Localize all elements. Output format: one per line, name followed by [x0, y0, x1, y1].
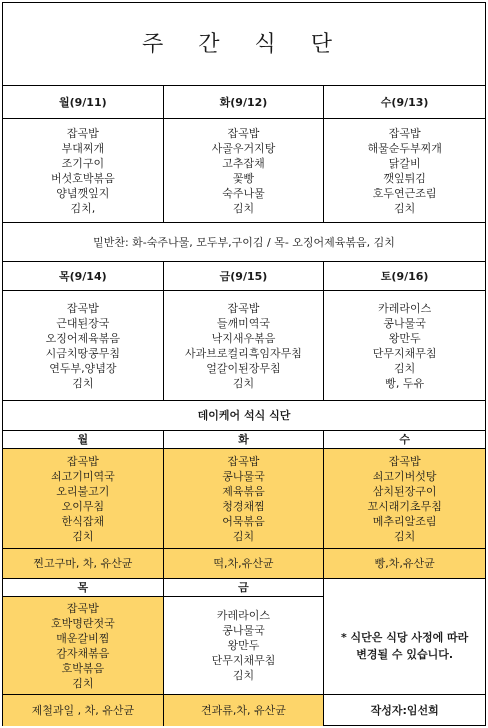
menu-item: 들깨미역국	[216, 316, 271, 330]
menu-item: 호두연근조림	[372, 186, 437, 200]
menu-item: 콩나물국	[222, 624, 265, 637]
menu-item: 호박명란젓국	[50, 616, 115, 630]
menu-item: 김치	[72, 529, 94, 543]
menu-item: 한식잡채	[61, 514, 105, 528]
menu-item: 시금치땅콩무침	[45, 346, 121, 360]
menu-item: 얼갈이된장무침	[206, 361, 281, 375]
menu-item: 조기구이	[61, 156, 105, 170]
menu-item: 감자채볶음	[56, 646, 110, 660]
menu-item: 잡곡밥	[66, 301, 99, 315]
daycare-header-fri: 금	[164, 579, 325, 597]
menu-item: 어묵볶음	[222, 514, 265, 528]
menu-item: 깻잎튀김	[383, 171, 426, 185]
menu-item: 왕만두	[388, 331, 421, 345]
daycare-header-mon: 월	[3, 431, 164, 449]
menu-item: 연두부,양념장	[49, 361, 117, 375]
menu-item: 김치,	[70, 201, 96, 215]
menu-fri	[164, 291, 325, 401]
menu-item: 꽃빵	[232, 171, 255, 185]
menu-item: 김치	[232, 669, 255, 682]
daycare-snack-mon: 찐고구마, 차, 유산균	[3, 549, 164, 579]
menu-item: 김치	[394, 201, 416, 215]
menu-item: 숙주나물	[222, 186, 265, 200]
menu-item: 카레라이스	[378, 301, 432, 315]
notice-text: * 식단은 식당 사정에 따라 변경될 수 있습니다.	[324, 597, 485, 695]
menu-thu	[3, 291, 164, 401]
daycare-header-wed: 수	[324, 431, 485, 449]
day-header-mon: 월(9/11)	[3, 86, 164, 119]
menu-item: 콩나물국	[383, 316, 426, 330]
menu-item: 잡곡밥	[227, 126, 260, 140]
day-header-thu: 목(9/14)	[3, 262, 164, 291]
menu-item: 쇠고기버섯탕	[372, 469, 437, 483]
daycare-header-thu: 목	[3, 579, 164, 597]
menu-item: 김치	[232, 529, 255, 543]
menu-item: 청경채찜	[222, 499, 265, 513]
empty-header-cell	[324, 579, 485, 597]
daycare-menu-thu	[3, 597, 164, 695]
daycare-title: 데이케어 석식 식단	[3, 401, 485, 431]
weekly-menu-sheet	[2, 2, 486, 726]
menu-item: 부대찌개	[61, 141, 105, 155]
menu-item: 꼬시래기초무침	[367, 499, 442, 513]
menu-item: 왕만두	[227, 639, 260, 652]
menu-item: 메추리알조림	[372, 514, 437, 528]
menu-item: 호박볶음	[61, 661, 105, 675]
menu-item: 김치	[232, 201, 255, 215]
menu-item: 김치	[72, 376, 94, 390]
menu-item: 잡곡밥	[227, 454, 260, 468]
daycare-snack-tue: 떡,차,유산균	[164, 549, 325, 579]
day-header-fri: 금(9/15)	[164, 262, 325, 291]
day-header-wed: 수(9/13)	[324, 86, 485, 119]
menu-item: 잡곡밥	[66, 601, 99, 615]
menu-item: 삼치된장구이	[372, 484, 437, 498]
menu-item: 잡곡밥	[388, 126, 421, 140]
menu-item: 버섯호박볶음	[50, 171, 115, 185]
menu-item: 빵, 두유	[385, 376, 425, 390]
menu-item: 콩나물국	[222, 469, 265, 483]
menu-item: 카레라이스	[216, 609, 271, 622]
daycare-menu-fri	[164, 597, 325, 695]
daycare-menu-tue	[164, 449, 325, 549]
menu-item: 사골우거지탕	[211, 141, 276, 155]
menu-item: 잡곡밥	[388, 454, 421, 468]
side-dish-note: 밑반찬: 화-숙주나물, 모두부,구이김 / 목- 오징어제육볶음, 김치	[3, 223, 485, 262]
page-title: 주 간 식 단	[3, 3, 485, 86]
menu-item: 잡곡밥	[227, 301, 260, 315]
menu-item: 고추잡채	[222, 156, 265, 170]
menu-item: 제육볶음	[222, 484, 265, 498]
menu-item: 김치	[72, 676, 94, 690]
menu-item: 잡곡밥	[66, 454, 99, 468]
menu-item: 닭갈비	[388, 156, 421, 170]
daycare-snack-fri: 견과류,차, 유산균	[164, 695, 325, 726]
menu-item: 단무지채무침	[211, 654, 276, 667]
menu-wed	[324, 119, 485, 223]
daycare-snack-wed: 빵,차,유산균	[324, 549, 485, 579]
menu-item: 김치	[232, 376, 255, 390]
daycare-header-tue: 화	[164, 431, 325, 449]
menu-item: 김치	[394, 361, 416, 375]
menu-item: 쇠고기미역국	[50, 469, 115, 483]
menu-mon	[3, 119, 164, 223]
day-header-sat: 토(9/16)	[324, 262, 485, 291]
day-header-tue: 화(9/12)	[164, 86, 325, 119]
menu-item: 오리불고기	[56, 484, 110, 498]
menu-sat	[324, 291, 485, 401]
menu-item: 해물순두부찌개	[367, 141, 442, 155]
menu-item: 김치	[394, 529, 416, 543]
menu-item: 단무지채무침	[372, 346, 437, 360]
menu-item: 양념깻잎지	[56, 186, 110, 200]
menu-item: 근대된장국	[56, 316, 110, 330]
daycare-snack-thu: 제철과일 , 차, 유산균	[3, 695, 164, 726]
menu-item: 잡곡밥	[66, 126, 99, 140]
menu-item: 낙지새우볶음	[211, 331, 276, 345]
menu-item: 오이무침	[61, 499, 105, 513]
menu-item: 사과브로컬리흑임자무침	[185, 346, 302, 360]
daycare-menu-mon	[3, 449, 164, 549]
author-label: 작성자:임선희	[370, 704, 439, 717]
menu-item: 오징어제육볶음	[45, 331, 121, 345]
menu-tue	[164, 119, 325, 223]
daycare-menu-wed	[324, 449, 485, 549]
menu-item: 매운갈비찜	[56, 631, 110, 645]
